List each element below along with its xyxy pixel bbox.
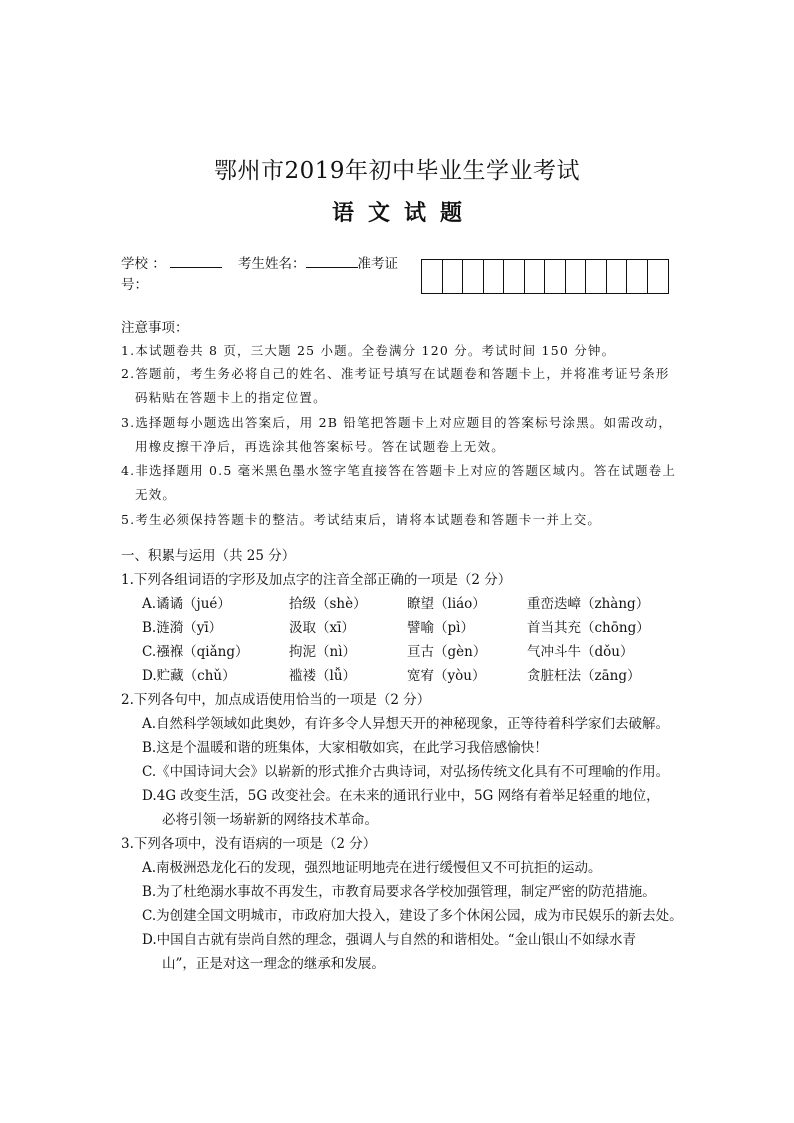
q3-option: A.南极洲恐龙化石的发现，强烈地证明地壳在进行缓慢但又不可抗拒的运动。 — [142, 860, 602, 876]
q1-option: 瞭望（liáo） — [407, 596, 486, 612]
exam-id-box[interactable] — [443, 260, 464, 293]
q2-option: 必将引领一场崭新的网络技术革命。 — [162, 812, 378, 828]
exam-id-box[interactable] — [504, 260, 525, 293]
exam-subtitle: 语文试题 — [331, 200, 476, 226]
note-line: 4.非选择题用 0.5 毫米黑色墨水签字笔直接答在答题卡上对应的答题区域内。答在试题卷上 — [121, 463, 677, 478]
q2-option: C.《中国诗词大会》以崭新的形式推介古典诗词，对弘扬传统文化具有不可理喻的作用。 — [142, 764, 670, 780]
note-line: 1.本试题卷共 8 页，三大题 25 小题。全卷满分 120 分。考试时间 150 分钟。 — [121, 343, 616, 358]
q1-option: A.谲谲（jué） — [142, 596, 231, 612]
exam-id-box[interactable] — [586, 260, 607, 293]
q1-option: 汲取（xī） — [289, 620, 355, 636]
name-blank[interactable] — [306, 253, 358, 268]
q1-option: 褴褛（lǚ） — [289, 668, 357, 684]
exam-title: 鄂州市2019年初中毕业生学业考试 — [213, 158, 581, 184]
exam-id-box[interactable] — [463, 260, 484, 293]
q1-option: 拘泥（nì） — [289, 644, 357, 660]
q1-option: C.襁褓（qiǎng） — [142, 644, 249, 660]
exam-id-box[interactable] — [648, 260, 669, 293]
q1-option: 重峦迭嶂（zhàng） — [527, 596, 650, 612]
school-blank[interactable] — [170, 253, 222, 268]
exam-id-box[interactable] — [422, 260, 443, 293]
q3-option: D.中国自古就有崇尚自然的理念，强调人与自然的和谐相处。“金山银山不如绿水青 — [142, 932, 637, 948]
q2-stem: 2.下列各句中，加点成语使用恰当的一项是（2 分） — [121, 692, 431, 708]
q3-option: B.为了杜绝溺水事故不再发生，市教育局要求各学校加强管理，制定严密的防范措施。 — [142, 884, 656, 900]
q2-option: A.自然科学领域如此奥妙，有许多令人异想天开的神秘现象，正等待着科学家们去破解。 — [142, 716, 670, 732]
exam-id-box[interactable] — [525, 260, 546, 293]
exam-id-box[interactable] — [566, 260, 587, 293]
q2-option: D.4G 改变生活，5G 改变社会。在未来的通讯行业中，5G 网络有着举足轻重的地位， — [142, 788, 660, 804]
note-line: 5.考生必须保持答题卡的整洁。考试结束后，请将本试题卷和答题卡一并上交。 — [121, 512, 602, 527]
exam-id-label-cont: 号： — [121, 277, 148, 293]
q1-option: 亘古（gèn） — [407, 644, 487, 660]
q1-stem: 1.下列各组词语的字形及加点字的注音全部正确的一项是（2 分） — [121, 572, 512, 588]
note-line: 码粘贴在答题卡上的指定位置。 — [135, 390, 327, 405]
note-line: 无效。 — [135, 487, 177, 502]
q1-option: B.涟漪（yī） — [142, 620, 223, 636]
note-line: 3.选择题每小题选出答案后，用 2B 铅笔把答题卡上对应题目的答案标号涂黑。如需改动， — [121, 415, 673, 430]
exam-id-box[interactable] — [484, 260, 505, 293]
section-heading: 一、积累与运用（共 25 分） — [121, 548, 296, 564]
q3-option: C.为创建全国文明城市，市政府加大投入，建设了多个休闲公园，成为市民娱乐的新去处。 — [142, 908, 683, 924]
note-line: 2.答题前，考生务必将自己的姓名、准考证号填写在试题卷和答题卡上，并将准考证号条形 — [121, 366, 670, 381]
q1-option: 拾级（shè） — [289, 596, 367, 612]
q3-stem: 3.下列各项中，没有语病的一项是（2 分） — [121, 836, 377, 852]
exam-id-boxes[interactable] — [421, 259, 669, 294]
school-label: 学校 ： — [121, 256, 166, 272]
q1-option: 贪脏枉法（zāng） — [527, 668, 641, 684]
q2-option: B.这是个温暖和谐的班集体，大家相敬如宾，在此学习我倍感愉快！ — [142, 740, 548, 756]
q1-option: 宽宥（yòu） — [407, 668, 486, 684]
exam-id-box[interactable] — [607, 260, 628, 293]
exam-id-box[interactable] — [627, 260, 648, 293]
school-field — [121, 252, 222, 272]
exam-id-label: 准考证 — [357, 256, 398, 272]
name-field — [238, 252, 398, 272]
name-label: 考生姓名： — [238, 256, 306, 272]
q1-option: 首当其充（chōng） — [527, 620, 650, 636]
note-line: 用橡皮擦干净后，再选涂其他答案标号。答在试题卷上无效。 — [135, 439, 505, 454]
exam-id-box[interactable] — [545, 260, 566, 293]
q1-option: D.贮藏（chǔ） — [142, 668, 236, 684]
q1-option: 气冲斗牛（dǒu） — [527, 644, 634, 660]
q3-option: 山”，正是对这一理念的继承和发展。 — [162, 956, 385, 972]
notes-heading: 注意事项： — [121, 320, 189, 336]
q1-option: 譬喻（pì） — [407, 620, 474, 636]
